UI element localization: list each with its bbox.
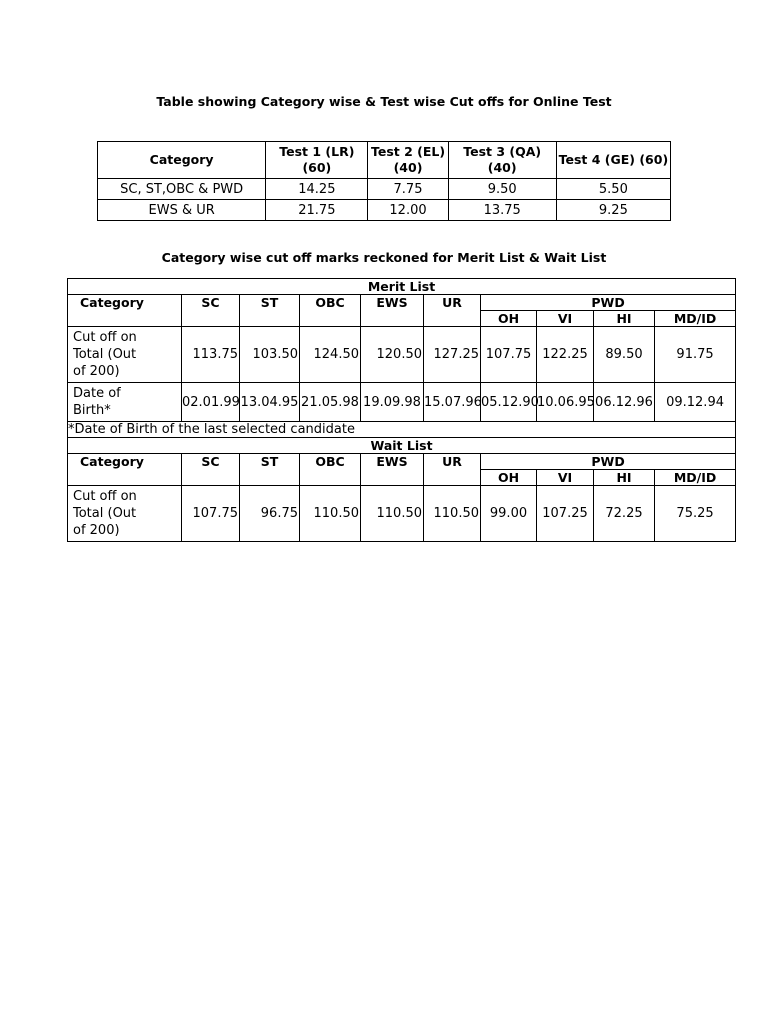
wait-header-ur: UR [424, 454, 481, 486]
wait-cutoff-st: 96.75 [240, 486, 300, 542]
merit-dob-ur: 15.07.96 [424, 383, 481, 422]
merit-cutoff-ur: 127.25 [424, 327, 481, 383]
table1-title: Table showing Category wise & Test wise Cut offs for Online Test [156, 94, 612, 109]
cell: 9.25 [556, 200, 670, 221]
test-cutoff-table [97, 141, 671, 221]
merit-cutoff-sc: 113.75 [182, 327, 240, 383]
cell: 14.25 [266, 179, 368, 200]
wait-cutoff-ews: 110.50 [361, 486, 424, 542]
header-pwd: PWD [481, 295, 736, 311]
merit-dob-hi: 06.12.96 [594, 383, 655, 422]
cell: 7.75 [368, 179, 448, 200]
wait-header-row [68, 454, 736, 470]
table-header-row [98, 142, 671, 179]
merit-dob-sc: 02.01.99 [182, 383, 240, 422]
cell: 21.75 [266, 200, 368, 221]
wait-cutoff-vi: 107.25 [537, 486, 594, 542]
header-test2: Test 2 (EL) (40) [368, 142, 448, 179]
merit-cutoff-obc: 124.50 [300, 327, 361, 383]
header-hi: HI [594, 311, 655, 327]
wait-cutoff-mdid: 75.25 [655, 486, 736, 542]
cell: SC, ST,OBC & PWD [98, 179, 266, 200]
wait-cutoff-obc: 110.50 [300, 486, 361, 542]
table-row [98, 179, 671, 200]
wait-cutoff-row [68, 486, 736, 542]
merit-dob-oh: 05.12.90 [481, 383, 537, 422]
table-row [98, 200, 671, 221]
merit-cutoff-ews: 120.50 [361, 327, 424, 383]
merit-cutoff-st: 103.50 [240, 327, 300, 383]
wait-header-oh: OH [481, 470, 537, 486]
cutoff-label: Cut off on Total (Out of 200) [68, 327, 182, 383]
note-row [68, 422, 736, 438]
wait-header-vi: VI [537, 470, 594, 486]
merit-cutoff-row [68, 327, 736, 383]
dob-label: Date of Birth* [68, 383, 182, 422]
cell: 9.50 [448, 179, 556, 200]
cell: 13.75 [448, 200, 556, 221]
wait-header-obc: OBC [300, 454, 361, 486]
header-vi: VI [537, 311, 594, 327]
wait-header-pwd: PWD [481, 454, 736, 470]
wait-list-title-row [68, 438, 736, 454]
header-test1: Test 1 (LR) (60) [266, 142, 368, 179]
merit-dob-obc: 21.05.98 [300, 383, 361, 422]
merit-cutoff-vi: 122.25 [537, 327, 594, 383]
merit-dob-st: 13.04.95 [240, 383, 300, 422]
wait-list-title: Wait List [68, 438, 736, 454]
wait-header-sc: SC [182, 454, 240, 486]
wait-header-st: ST [240, 454, 300, 486]
wait-cutoff-oh: 99.00 [481, 486, 537, 542]
merit-header-row [68, 295, 736, 311]
header-ur: UR [424, 295, 481, 327]
wait-category-header: Category [68, 454, 182, 486]
merit-dob-row [68, 383, 736, 422]
cell: 5.50 [556, 179, 670, 200]
merit-cutoff-hi: 89.50 [594, 327, 655, 383]
merit-cutoff-mdid: 91.75 [655, 327, 736, 383]
wait-cutoff-label: Cut off on Total (Out of 200) [68, 486, 182, 542]
dob-footnote: *Date of Birth of the last selected candidate [68, 422, 736, 438]
header-oh: OH [481, 311, 537, 327]
header-mdid: MD/ID [655, 311, 736, 327]
merit-wait-list-table [67, 278, 736, 542]
cell: 12.00 [368, 200, 448, 221]
merit-category-header: Category [68, 295, 182, 327]
merit-dob-ews: 19.09.98 [361, 383, 424, 422]
header-st: ST [240, 295, 300, 327]
wait-header-hi: HI [594, 470, 655, 486]
header-sc: SC [182, 295, 240, 327]
header-category: Category [98, 142, 266, 179]
merit-list-title: Merit List [68, 279, 736, 295]
wait-cutoff-hi: 72.25 [594, 486, 655, 542]
merit-cutoff-oh: 107.75 [481, 327, 537, 383]
cell: EWS & UR [98, 200, 266, 221]
wait-cutoff-sc: 107.75 [182, 486, 240, 542]
merit-dob-mdid: 09.12.94 [655, 383, 736, 422]
header-test3: Test 3 (QA) (40) [448, 142, 556, 179]
header-ews: EWS [361, 295, 424, 327]
header-test4: Test 4 (GE) (60) [556, 142, 670, 179]
wait-header-mdid: MD/ID [655, 470, 736, 486]
merit-list-title-row [68, 279, 736, 295]
table2-title: Category wise cut off marks reckoned for Merit List & Wait List [161, 250, 607, 265]
wait-header-ews: EWS [361, 454, 424, 486]
merit-dob-vi: 10.06.95 [537, 383, 594, 422]
header-obc: OBC [300, 295, 361, 327]
wait-cutoff-ur: 110.50 [424, 486, 481, 542]
